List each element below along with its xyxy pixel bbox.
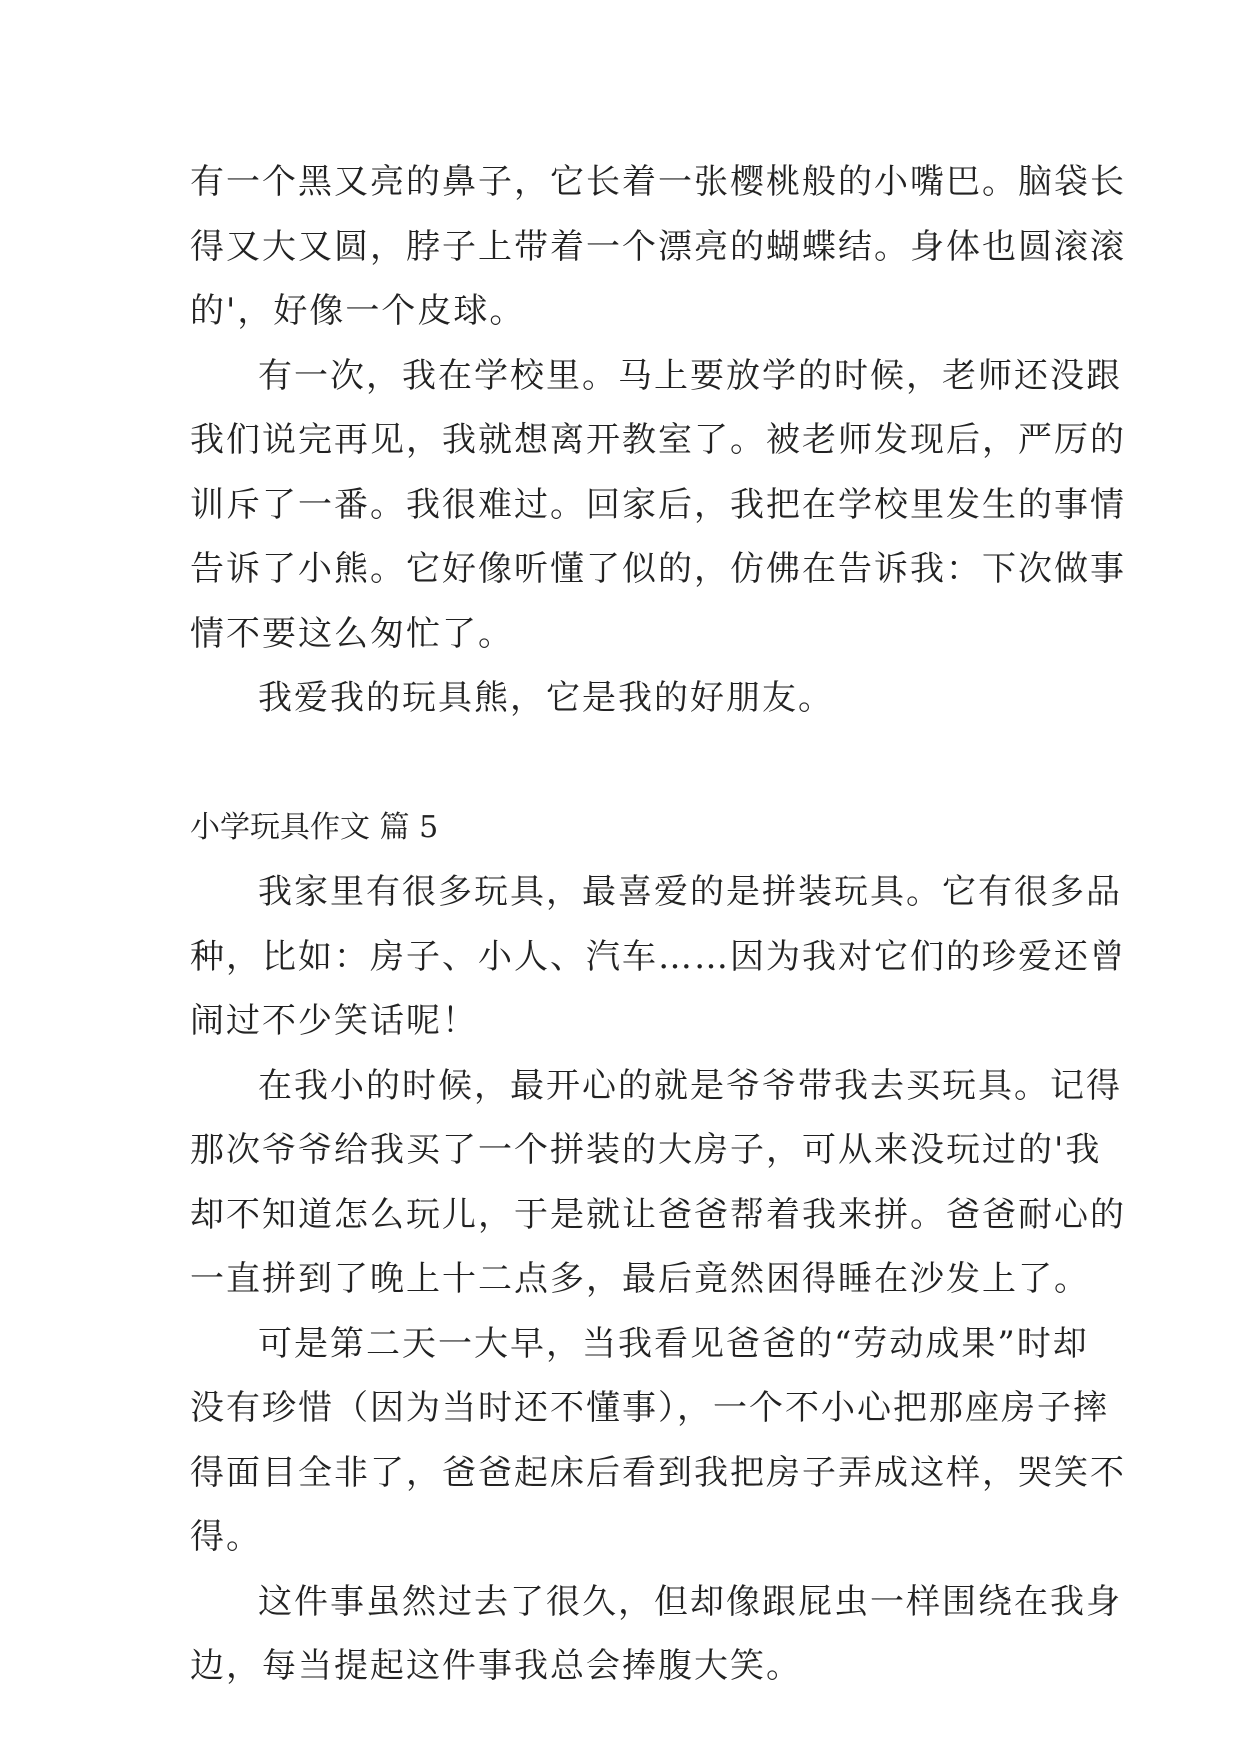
paragraph-next-morning (190, 1312, 1126, 1570)
text-line: 的'，好像一个皮球。 (190, 291, 526, 331)
text-line: 得又大又圆，脖子上带着一个漂亮的蝴蝶结。身体也圆滚滚 (190, 226, 1126, 267)
text-line: 闹过不少笑话呢！ (190, 1001, 478, 1041)
paragraph-memory (190, 1570, 1122, 1699)
paragraph-bear-description (190, 150, 1126, 344)
text-line: 得。 (190, 1517, 262, 1557)
document-page (190, 150, 1126, 1699)
section-spacer (190, 731, 1050, 796)
text-line: 这件事虽然过去了很久，但却像跟屁虫一样围绕在我身 (258, 1581, 1122, 1622)
text-line: 训斥了一番。我很难过。回家后，我把在学校里发生的事情 (190, 484, 1126, 525)
paragraph-grandpa-story (190, 1054, 1126, 1312)
text-line: 有一次，我在学校里。马上要放学的时候，老师还没跟 (258, 355, 1122, 396)
text-line: 我爱我的玩具熊，它是我的好朋友。 (258, 678, 834, 718)
text-line: 情不要这么匆忙了。 (190, 613, 514, 654)
text-line: 没有珍惜（因为当时还不懂事），一个不小心把那座房子摔 (190, 1388, 1109, 1428)
text-line: 可是第二天一大早，当我看见爸爸的“劳动成果”时却 (258, 1323, 1089, 1364)
text-line: 得面目全非了，爸爸起床后看到我把房子弄成这样，哭笑不 (190, 1452, 1126, 1493)
text-line: 一直拼到了晚上十二点多，最后竟然困得睡在沙发上了。 (190, 1259, 1090, 1299)
text-line: 那次爷爷给我买了一个拼装的大房子，可从来没玩过的'我 (190, 1130, 1102, 1170)
text-line: 我们说完再见，我就想离开教室了。被老师发现后，严厉的 (190, 420, 1126, 460)
text-line: 有一个黑又亮的鼻子，它长着一张樱桃般的小嘴巴。脑袋长 (190, 162, 1126, 202)
paragraph-school-story (190, 344, 1126, 667)
section-heading: 小学玩具作文 篇 5 (190, 809, 439, 845)
paragraph-conclusion (190, 666, 1050, 731)
text-line: 边，每当提起这件事我总会捧腹大笑。 (190, 1646, 802, 1686)
text-line: 告诉了小熊。它好像听懂了似的，仿佛在告诉我：下次做事 (190, 549, 1126, 589)
text-line: 我家里有很多玩具，最喜爱的是拼装玩具。它有很多品 (258, 872, 1122, 912)
text-line: 种，比如：房子、小人、汽车……因为我对它们的珍爱还曾 (190, 936, 1126, 977)
text-line: 在我小的时候，最开心的就是爷爷带我去买玩具。记得 (258, 1065, 1122, 1106)
text-line: 却不知道怎么玩儿，于是就让爸爸帮着我来拼。爸爸耐心的 (190, 1194, 1126, 1235)
paragraph-intro (190, 860, 1126, 1054)
